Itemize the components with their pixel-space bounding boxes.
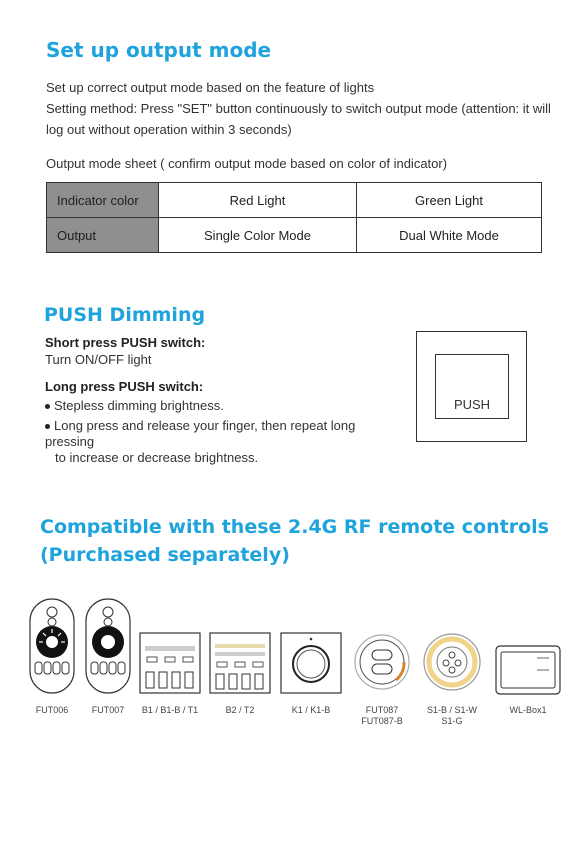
table-cell: Red Light — [159, 183, 357, 218]
output-mode-line-1: Set up correct output mode based on the feature of lights — [46, 80, 375, 95]
remote-caption: B2 / T2 — [225, 705, 255, 715]
push-label: PUSH — [453, 397, 491, 412]
remote-caption: K1 / K1-B — [291, 705, 331, 715]
long-press-title: Long press PUSH switch: — [45, 379, 204, 394]
wall-panel-icon — [209, 632, 271, 694]
table-cell: Single Color Mode — [159, 218, 357, 253]
remote-caption: FUT007 — [91, 705, 125, 715]
table-row — [47, 218, 542, 253]
bullet-icon — [45, 404, 50, 409]
bullet-text-cont: to increase or decrease brightness. — [55, 450, 259, 465]
push-dimming-title: PUSH Dimming — [44, 304, 206, 326]
list-item — [45, 398, 395, 414]
knob-panel-icon — [280, 632, 342, 694]
oval-remote-icon — [85, 598, 131, 694]
bullet-text: Long press and release your finger, then repeat long pressing — [45, 418, 356, 449]
output-mode-table — [46, 182, 542, 253]
output-mode-title: Set up output mode — [46, 38, 272, 62]
table-cell: Indicator color — [47, 183, 159, 218]
table-row — [47, 183, 542, 218]
table-cell: Output — [47, 218, 159, 253]
compatible-title-line-2: (Purchased separately) — [40, 544, 290, 566]
output-mode-line-2: Setting method: Press "SET" button continuously to switch output mode (attention: it will log out without operation within 3 seconds) — [46, 101, 551, 137]
caption-line: S1-G — [441, 716, 463, 726]
caption-line: S1-B / S1-W — [426, 705, 477, 715]
remote-caption: WL-Box1 — [509, 705, 547, 715]
caption-line: FUT087-B — [361, 716, 403, 726]
round-remote-icon — [354, 632, 410, 692]
remote-caption: FUT006 — [35, 705, 69, 715]
sheet-caption: Output mode sheet ( confirm output mode based on color of indicator) — [46, 156, 448, 171]
list-item — [45, 418, 395, 466]
box-icon — [495, 645, 561, 695]
compatible-title-line-1: Compatible with these 2.4G RF remote controls — [40, 516, 549, 538]
table-cell: Dual White Mode — [357, 218, 542, 253]
oval-remote-icon — [29, 598, 75, 694]
wall-panel-icon — [139, 632, 201, 694]
remote-caption: B1 / B1-B / T1 — [141, 705, 199, 715]
round-touch-icon — [422, 632, 482, 692]
bullet-icon — [45, 424, 50, 429]
output-mode-instructions — [46, 77, 551, 140]
bullet-text: Stepless dimming brightness. — [54, 398, 224, 413]
caption-line: FUT087 — [365, 705, 399, 715]
remote-caption — [418, 705, 486, 727]
short-press-desc: Turn ON/OFF light — [45, 352, 152, 367]
table-cell: Green Light — [357, 183, 542, 218]
remote-caption — [350, 705, 414, 727]
short-press-title: Short press PUSH switch: — [45, 335, 206, 350]
